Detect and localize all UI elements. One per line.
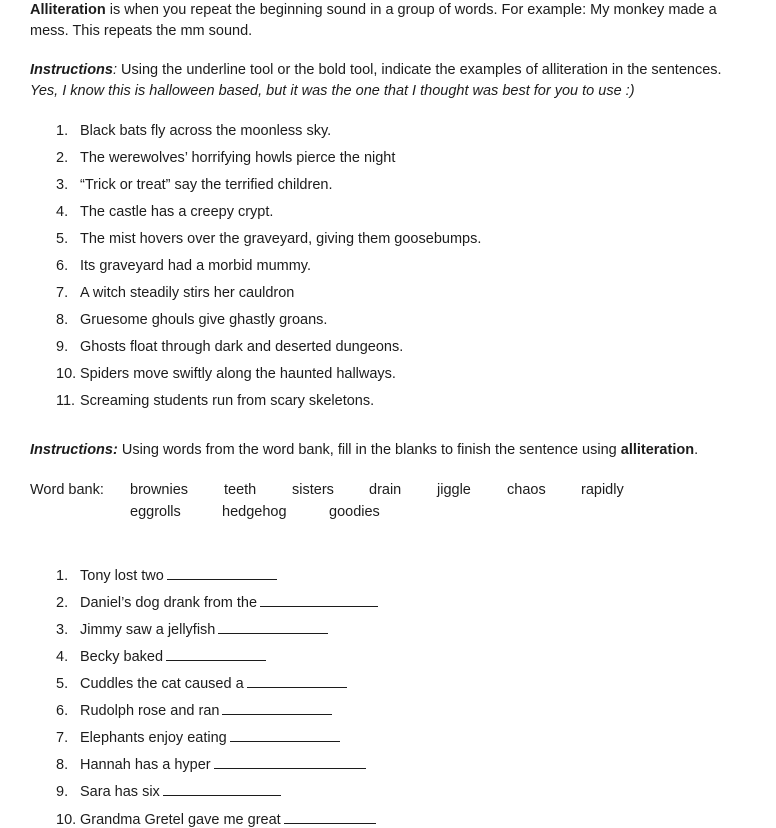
sentence-number: 8.: [56, 312, 69, 328]
word-bank-word: sisters: [292, 482, 334, 498]
sentence-number: 4.: [56, 204, 69, 220]
instructions-2-label: Instructions:: [30, 442, 118, 458]
sentence-number: 9.: [56, 339, 69, 355]
word-bank-word: eggrolls: [130, 504, 181, 520]
sentence-text: A witch steadily stirs her cauldron: [80, 285, 295, 301]
fill-blank-text: Sara has six: [80, 784, 160, 800]
sentence-number: 7.: [56, 285, 69, 301]
instructions-1-colon: :: [112, 62, 118, 78]
instructions-1-text: Using the underline tool or the bold tool, indicate the examples of alliteration in the sentences.: [117, 62, 722, 78]
instructions-1-label: Instructions: [30, 62, 113, 78]
fill-blank-number: 8.: [56, 757, 69, 773]
answer-blank[interactable]: [222, 701, 332, 715]
answer-blank[interactable]: [218, 620, 328, 634]
sentence-text: “Trick or treat” say the terrified children.: [80, 177, 333, 193]
fill-blank-item: [56, 566, 277, 584]
answer-blank[interactable]: [247, 674, 347, 688]
sentence-text: Gruesome ghouls give ghastly groans.: [80, 312, 328, 328]
sentence-number: 1.: [56, 123, 69, 139]
fill-blank-text: Cuddles the cat caused a: [80, 676, 244, 692]
sentence-text: The werewolves’ horrifying howls pierce the night: [80, 150, 396, 166]
intro-line-1: [30, 0, 717, 21]
sentence-text: Ghosts float through dark and deserted dungeons.: [80, 339, 404, 355]
fill-blank-text: Grandma Gretel gave me great: [80, 812, 281, 828]
fill-blank-item: [56, 647, 266, 665]
fill-blank-text: Elephants enjoy eating: [80, 730, 227, 746]
intro-paragraph: [30, 0, 717, 42]
sentence-number: 6.: [56, 258, 69, 274]
intro-definition: is when you repeat the beginning sound in a group of words. For example: My monkey made a: [105, 2, 717, 18]
instructions-1-line: [30, 60, 722, 81]
intro-line-2: mess. This repeats the mm sound.: [30, 23, 253, 39]
fill-blank-number: 10.: [56, 812, 77, 828]
fill-blank-item: [56, 674, 347, 692]
fill-blank-item: [56, 782, 281, 800]
word-bank-word: chaos: [507, 482, 546, 498]
fill-blank-text: Rudolph rose and ran: [80, 703, 220, 719]
instructions-1-note: Yes, I know this is halloween based, but it was the one that I thought was best for you to use :): [30, 83, 635, 99]
fill-blank-number: 1.: [56, 568, 69, 584]
sentence-number: 3.: [56, 177, 69, 193]
answer-blank[interactable]: [166, 647, 266, 661]
fill-blank-item: [56, 755, 366, 773]
instructions-2-end: .: [694, 442, 699, 458]
fill-blank-text: Tony lost two: [80, 568, 164, 584]
word-bank-word: rapidly: [581, 482, 624, 498]
word-bank-label: Word bank:: [30, 482, 104, 498]
instructions-2-text: Using words from the word bank, fill in the blanks to finish the sentence using: [117, 442, 621, 458]
answer-blank[interactable]: [284, 810, 376, 824]
sentence-text: The mist hovers over the graveyard, giving them goosebumps.: [80, 231, 482, 247]
sentence-text: The castle has a creepy crypt.: [80, 204, 274, 220]
fill-blank-number: 2.: [56, 595, 69, 611]
sentence-text: Spiders move swiftly along the haunted hallways.: [80, 366, 396, 382]
instructions-2: [30, 440, 698, 461]
word-bank-word: drain: [369, 482, 402, 498]
answer-blank[interactable]: [260, 593, 378, 607]
sentence-text: Its graveyard had a morbid mummy.: [80, 258, 312, 274]
fill-blank-text: Jimmy saw a jellyfish: [80, 622, 216, 638]
fill-blank-text: Becky baked: [80, 649, 164, 665]
fill-blank-number: 4.: [56, 649, 69, 665]
answer-blank[interactable]: [230, 728, 340, 742]
fill-blank-item: [56, 701, 332, 719]
fill-blank-number: 6.: [56, 703, 69, 719]
fill-blank-item: [56, 810, 376, 828]
word-bank-word: goodies: [329, 504, 380, 520]
answer-blank[interactable]: [214, 755, 366, 769]
word-bank-word: brownies: [130, 482, 189, 498]
word-bank-word: hedgehog: [222, 504, 287, 520]
fill-blank-number: 9.: [56, 784, 69, 800]
fill-blank-item: [56, 728, 340, 746]
word-bank-word: jiggle: [437, 482, 471, 498]
sentence-number: 10.: [56, 366, 77, 382]
instructions-1: [30, 60, 722, 102]
word-bank-word: teeth: [224, 482, 257, 498]
sentence-number: 2.: [56, 150, 69, 166]
intro-term: Alliteration: [30, 2, 106, 18]
fill-blank-item: [56, 620, 328, 638]
fill-blank-number: 3.: [56, 622, 69, 638]
fill-blank-text: Daniel’s dog drank from the: [80, 595, 258, 611]
fill-blank-item: [56, 593, 378, 611]
sentence-text: Screaming students run from scary skeletons.: [80, 393, 375, 409]
answer-blank[interactable]: [167, 566, 277, 580]
answer-blank[interactable]: [163, 782, 281, 796]
sentence-text: Black bats fly across the moonless sky.: [80, 123, 332, 139]
sentence-number: 11.: [56, 393, 76, 409]
fill-blank-number: 5.: [56, 676, 69, 692]
instructions-2-bold-word: alliteration: [620, 442, 695, 458]
sentence-number: 5.: [56, 231, 69, 247]
fill-blank-text: Hannah has a hyper: [80, 757, 211, 773]
fill-blank-number: 7.: [56, 730, 69, 746]
